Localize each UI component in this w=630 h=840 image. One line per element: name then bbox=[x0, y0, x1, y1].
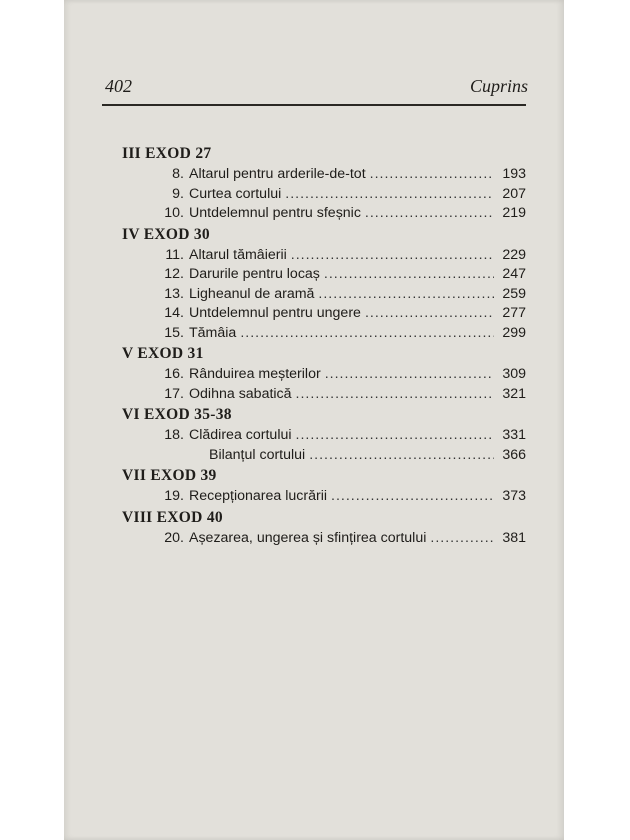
section-title: VII EXOD 39 bbox=[122, 467, 217, 484]
toc-entry bbox=[122, 365, 526, 385]
table-of-contents bbox=[122, 143, 526, 548]
entry-number: 19. bbox=[164, 488, 184, 504]
toc-entry bbox=[122, 285, 526, 305]
dot-leader bbox=[370, 165, 494, 185]
entry-page: 373 bbox=[502, 488, 526, 504]
entry-number: 8. bbox=[172, 166, 184, 182]
entry-page: 366 bbox=[502, 446, 526, 463]
entry-title: Bilanțul cortului bbox=[209, 446, 306, 463]
entry-title: Clădirea cortului bbox=[189, 427, 292, 443]
toc-section bbox=[122, 224, 526, 344]
toc-entry bbox=[122, 204, 526, 224]
dot-leader bbox=[285, 185, 494, 205]
entry-title: Altarul pentru arderile-de-tot bbox=[189, 166, 366, 182]
toc-entry bbox=[122, 487, 526, 507]
section-title: IV EXOD 30 bbox=[122, 225, 210, 243]
entry-number: 10. bbox=[164, 205, 184, 221]
entry-page: 331 bbox=[502, 427, 526, 443]
toc-section bbox=[122, 465, 526, 507]
toc-entry bbox=[122, 385, 526, 405]
entry-page: 381 bbox=[502, 529, 526, 546]
toc-section bbox=[122, 507, 526, 549]
dot-leader bbox=[296, 385, 494, 405]
toc-entry bbox=[122, 446, 526, 466]
entry-title: Altarul tămâierii bbox=[189, 246, 287, 263]
toc-entry bbox=[122, 185, 526, 205]
entry-title: Tămâia bbox=[189, 324, 237, 341]
book-page bbox=[64, 0, 564, 840]
dot-leader bbox=[309, 446, 494, 466]
entry-number: 18. bbox=[164, 427, 184, 443]
dot-leader bbox=[365, 304, 494, 324]
entry-page: 277 bbox=[502, 305, 526, 321]
page-header bbox=[102, 76, 564, 102]
entry-title: Odihna sabatică bbox=[189, 385, 292, 402]
entry-title: Recepționarea lucrării bbox=[189, 488, 328, 504]
entry-page: 207 bbox=[502, 185, 526, 202]
dot-leader bbox=[296, 426, 494, 446]
dot-leader bbox=[430, 529, 494, 549]
section-title: III EXOD 27 bbox=[122, 145, 212, 162]
section-title: VI EXOD 35-38 bbox=[122, 406, 232, 423]
entry-page: 219 bbox=[502, 205, 526, 221]
entry-number: 9. bbox=[172, 185, 184, 202]
entry-page: 247 bbox=[502, 266, 526, 282]
entry-number: 20. bbox=[164, 529, 184, 546]
dot-leader bbox=[240, 324, 494, 344]
entry-number: 12. bbox=[164, 266, 184, 282]
entry-title: Darurile pentru locaș bbox=[189, 266, 320, 282]
dot-leader bbox=[365, 204, 494, 224]
toc-entry bbox=[122, 304, 526, 324]
toc-entry bbox=[122, 426, 526, 446]
entry-title: Așezarea, ungerea și sfințirea cortului bbox=[189, 529, 427, 546]
entry-title: Ligheanul de aramă bbox=[189, 285, 315, 302]
entry-number: 13. bbox=[164, 285, 184, 302]
dot-leader bbox=[324, 265, 494, 285]
entry-number: 14. bbox=[164, 305, 184, 321]
entry-page: 321 bbox=[502, 385, 526, 402]
entry-number: 17. bbox=[164, 385, 184, 402]
dot-leader bbox=[318, 285, 494, 305]
entry-title: Curtea cortului bbox=[189, 185, 282, 202]
dot-leader bbox=[291, 246, 494, 266]
entry-number: 15. bbox=[164, 324, 184, 341]
toc-entry bbox=[122, 265, 526, 285]
entry-page: 193 bbox=[502, 166, 526, 182]
running-title: Cuprins bbox=[469, 76, 528, 96]
toc-section bbox=[122, 404, 526, 465]
header-rule bbox=[102, 104, 526, 106]
entry-number: 11. bbox=[165, 246, 184, 263]
entry-page: 309 bbox=[502, 366, 526, 382]
entry-page: 299 bbox=[502, 324, 526, 341]
entry-title: Untdelemnul pentru ungere bbox=[189, 305, 361, 321]
dot-leader bbox=[331, 487, 494, 507]
toc-section bbox=[122, 343, 526, 404]
entry-title: Untdelemnul pentru sfeșnic bbox=[189, 205, 361, 221]
dot-leader bbox=[325, 365, 494, 385]
toc-entry bbox=[122, 165, 526, 185]
toc-entry bbox=[122, 529, 526, 549]
page-number: 402 bbox=[105, 76, 132, 96]
toc-entry bbox=[122, 324, 526, 344]
toc-entry bbox=[122, 246, 526, 266]
entry-number: 16. bbox=[164, 366, 184, 382]
entry-page: 229 bbox=[502, 246, 526, 263]
entry-title: Rânduirea meșterilor bbox=[189, 366, 321, 382]
toc-section bbox=[122, 143, 526, 224]
section-title: VIII EXOD 40 bbox=[122, 508, 223, 526]
entry-page: 259 bbox=[502, 285, 526, 302]
section-title: V EXOD 31 bbox=[122, 345, 204, 362]
